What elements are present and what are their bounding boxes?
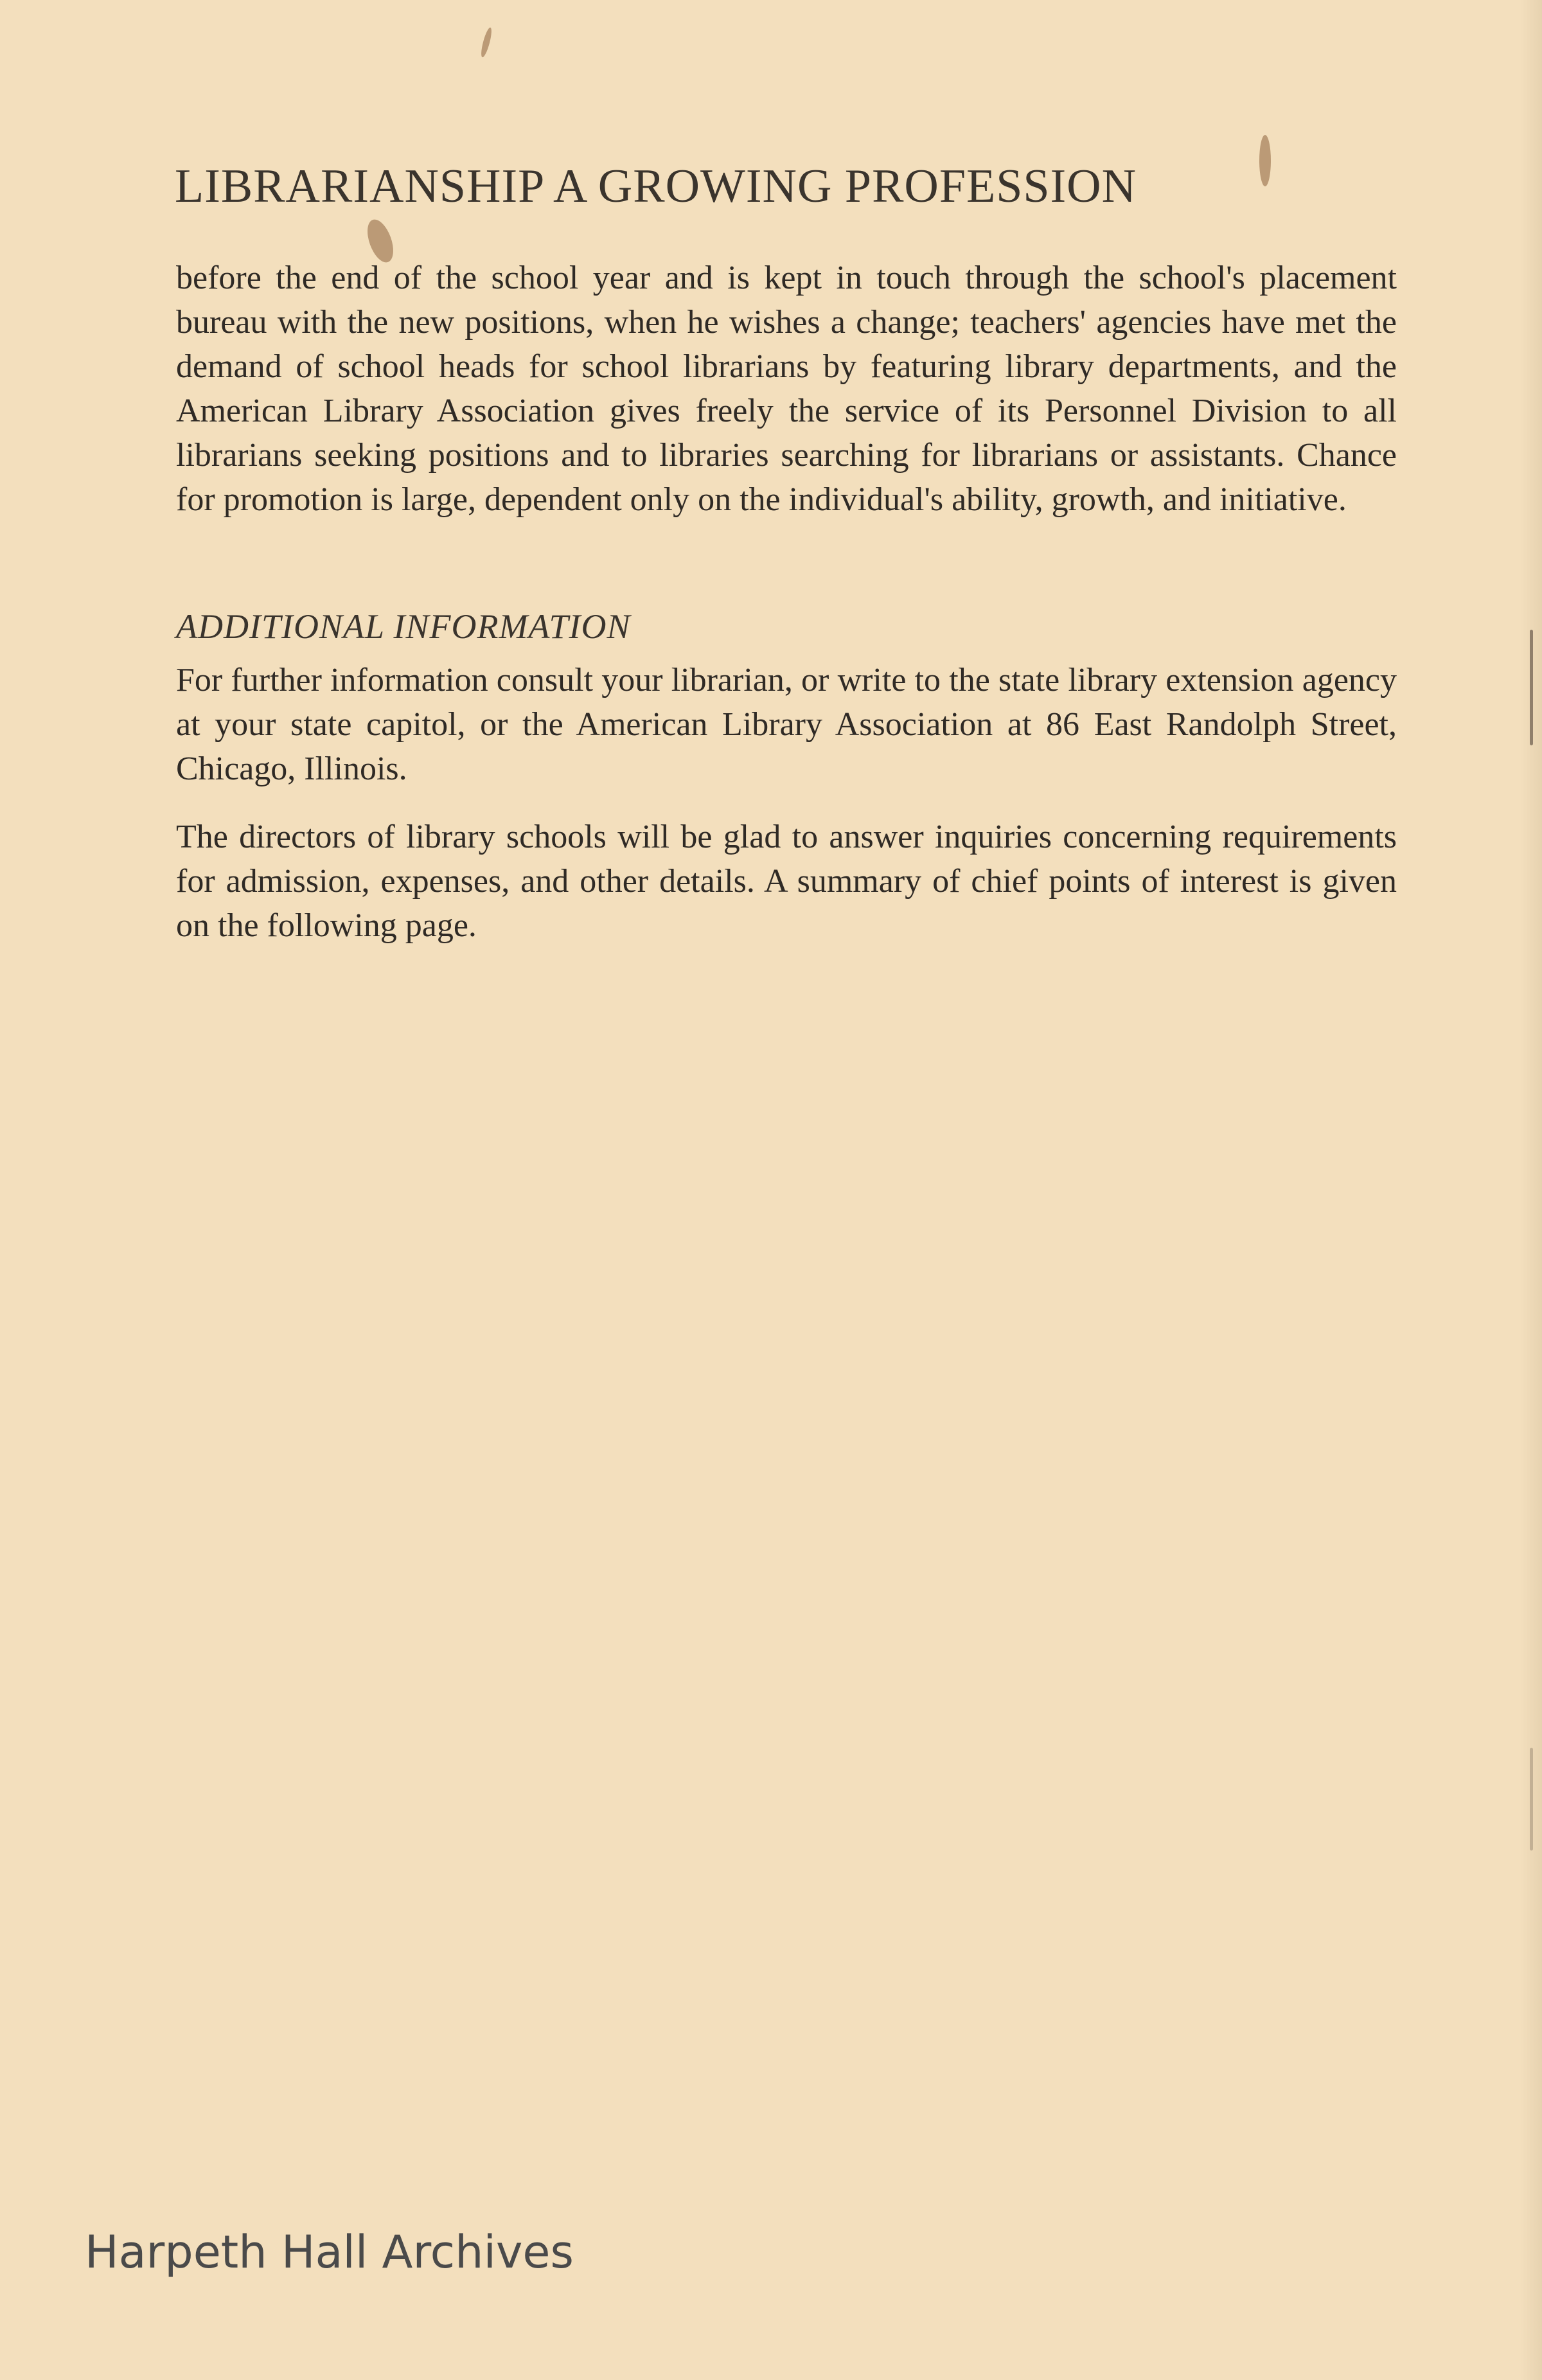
paragraph-further-information: For further information consult your librarian, or write to the state library extension agency at your state capitol, or the American Library Association at 86 East Randolph Street, Chicago, Illinois. [176, 662, 1397, 787]
paragraph-placement: before the end of the school year and is kept in touch through the school's placement bureau with the new positions, when he wishes a change; teachers' agencies have met the demand of school heads for school librarians by featuring library departments, and the American Library Association gives freely the service of its Personnel Division to all librarians seeking positions and to libraries searching for librarians or assistants. Chance for promotion is large, dependent only on the individual's ability, growth, and initiative. [176, 260, 1397, 518]
archive-watermark: Harpeth Hall Archives [85, 2226, 574, 2278]
section-heading-additional-information: ADDITIONAL INFORMATION [176, 607, 631, 646]
ink-stain-top [479, 27, 493, 58]
binding-mark-upper [1530, 630, 1533, 745]
binding-mark-lower [1530, 1748, 1533, 1851]
paper-edge-shadow [1520, 0, 1542, 2380]
page-title: LIBRARIANSHIP A GROWING PROFESSION [175, 160, 1137, 213]
paragraph-library-schools: The directors of library schools will be glad to answer inquiries concerning requirements for admission, expenses, and other details. A summary of chief points of interest is given on the following page. [176, 819, 1397, 944]
